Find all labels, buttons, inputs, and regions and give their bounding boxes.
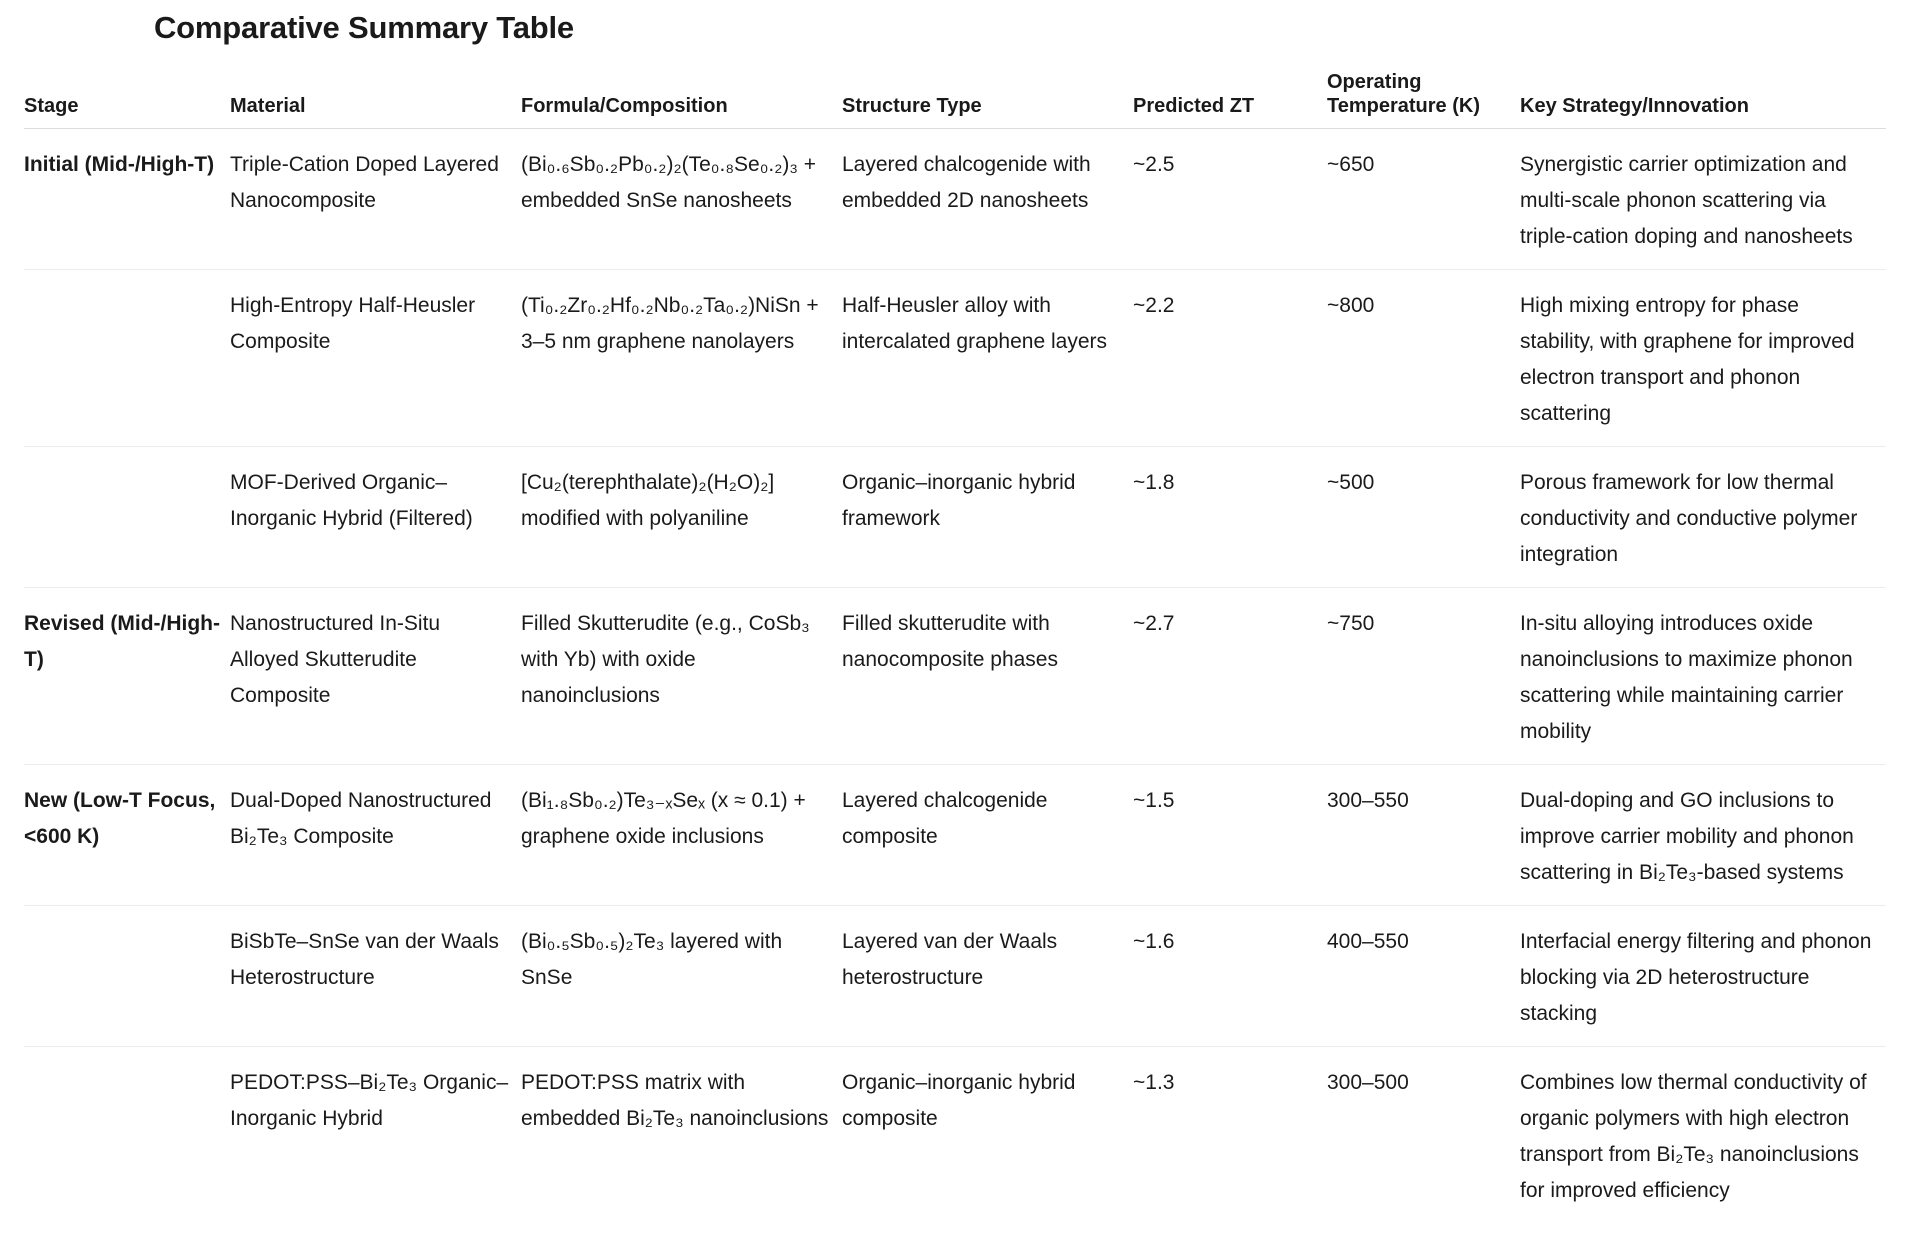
cell-structure: Layered chalcogenide with embedded 2D nanosheets: [842, 129, 1133, 270]
cell-predicted-zt: ~2.2: [1133, 270, 1327, 447]
table-header: [24, 70, 1886, 129]
cell-predicted-zt: ~1.8: [1133, 447, 1327, 588]
cell-predicted-zt: ~1.5: [1133, 765, 1327, 906]
header-key-strategy: Key Strategy/Innovation: [1520, 70, 1886, 129]
table-body: [24, 129, 1886, 1224]
cell-key-strategy: Interfacial energy filtering and phonon blocking via 2D heterostructure stacking: [1520, 906, 1886, 1047]
cell-predicted-zt: ~2.7: [1133, 588, 1327, 765]
header-predicted-zt: Predicted ZT: [1133, 70, 1327, 129]
table-row: [24, 588, 1886, 765]
cell-key-strategy: Dual-doping and GO inclusions to improve carrier mobility and phonon scattering in Bi₂Te₃-based systems: [1520, 765, 1886, 906]
cell-stage: New (Low-T Focus, <600 K): [24, 765, 230, 906]
cell-formula: (Ti₀.₂Zr₀.₂Hf₀.₂Nb₀.₂Ta₀.₂)NiSn + 3–5 nm graphene nanolayers: [521, 270, 842, 447]
header-stage: Stage: [24, 70, 230, 129]
header-material: Material: [230, 70, 521, 129]
cell-formula: (Bi₀.₆Sb₀.₂Pb₀.₂)₂(Te₀.₈Se₀.₂)₃ + embedded SnSe nanosheets: [521, 129, 842, 270]
cell-material: Triple-Cation Doped Layered Nanocomposite: [230, 129, 521, 270]
cell-key-strategy: Porous framework for low thermal conductivity and conductive polymer integration: [1520, 447, 1886, 588]
cell-stage: Initial (Mid-/High-T): [24, 129, 230, 270]
cell-operating-temperature: ~800: [1327, 270, 1520, 447]
cell-formula: [Cu₂(terephthalate)₂(H₂O)₂] modified with polyaniline: [521, 447, 842, 588]
header-operating-temperature: Operating Temperature (K): [1327, 70, 1520, 129]
table-row: [24, 270, 1886, 447]
cell-key-strategy: Combines low thermal conductivity of organic polymers with high electron transport from Bi₂Te₃ nanoinclusions for improved efficiency: [1520, 1071, 1867, 1202]
cell-formula: (Bi₁.₈Sb₀.₂)Te₃₋ₓSeₓ (x ≈ 0.1) + graphene oxide inclusions: [521, 765, 842, 906]
cell-stage: [24, 447, 230, 588]
table-row: [24, 129, 1886, 270]
cell-operating-temperature: ~650: [1327, 129, 1520, 270]
cell-material: MOF-Derived Organic–Inorganic Hybrid (Filtered): [230, 447, 521, 588]
cell-stage: Revised (Mid-/High-T): [24, 588, 230, 765]
cell-key-strategy: Synergistic carrier optimization and multi-scale phonon scattering via triple-cation doping and nanosheets: [1520, 129, 1886, 270]
cell-predicted-zt: ~1.6: [1133, 906, 1327, 1047]
table-row: [24, 906, 1886, 1047]
page-title: Comparative Summary Table: [154, 10, 574, 45]
cell-structure: Layered van der Waals heterostructure: [842, 906, 1133, 1047]
cell-formula: PEDOT:PSS matrix with embedded Bi₂Te₃ nanoinclusions: [521, 1071, 829, 1130]
cell-stage: [24, 270, 230, 447]
cell-operating-temperature: 300–550: [1327, 765, 1520, 906]
cell-operating-temperature: ~750: [1327, 588, 1520, 765]
cell-material: Nanostructured In-Situ Alloyed Skutterudite Composite: [230, 588, 521, 765]
cell-material: Dual-Doped Nanostructured Bi₂Te₃ Composite: [230, 765, 521, 906]
cell-material: High-Entropy Half-Heusler Composite: [230, 270, 521, 447]
cell-predicted-zt: ~2.5: [1133, 129, 1327, 270]
cell-material: BiSbTe–SnSe van der Waals Heterostructure: [230, 906, 521, 1047]
cell-structure: Organic–inorganic hybrid composite: [842, 1071, 1076, 1130]
cell-structure: Filled skutterudite with nanocomposite phases: [842, 588, 1133, 765]
cell-operating-temperature: 300–500: [1327, 1071, 1409, 1094]
cell-key-strategy: In-situ alloying introduces oxide nanoinclusions to maximize phonon scattering while maintaining carrier mobility: [1520, 588, 1886, 765]
table-row: [24, 1047, 1886, 1224]
header-formula: Formula/Composition: [521, 70, 842, 129]
cell-structure: Layered chalcogenide composite: [842, 765, 1133, 906]
header-structure: Structure Type: [842, 70, 1133, 129]
cell-stage: [24, 1047, 230, 1224]
cell-operating-temperature: 400–550: [1327, 906, 1520, 1047]
summary-table: [24, 70, 1886, 1223]
table-row: [24, 447, 1886, 588]
cell-operating-temperature: ~500: [1327, 447, 1520, 588]
cell-formula: (Bi₀.₅Sb₀.₅)₂Te₃ layered with SnSe: [521, 906, 842, 1047]
table-row: [24, 765, 1886, 906]
cell-structure: Half-Heusler alloy with intercalated graphene layers: [842, 270, 1133, 447]
cell-predicted-zt: ~1.3: [1133, 1071, 1175, 1094]
header-row: [24, 70, 1886, 129]
cell-structure: Organic–inorganic hybrid framework: [842, 447, 1133, 588]
cell-stage: [24, 906, 230, 1047]
cell-material: PEDOT:PSS–Bi₂Te₃ Organic–Inorganic Hybrid: [230, 1071, 509, 1130]
cell-formula: Filled Skutterudite (e.g., CoSb₃ with Yb) with oxide nanoinclusions: [521, 588, 842, 765]
cell-key-strategy: High mixing entropy for phase stability, with graphene for improved electron transport and phonon scattering: [1520, 270, 1886, 447]
